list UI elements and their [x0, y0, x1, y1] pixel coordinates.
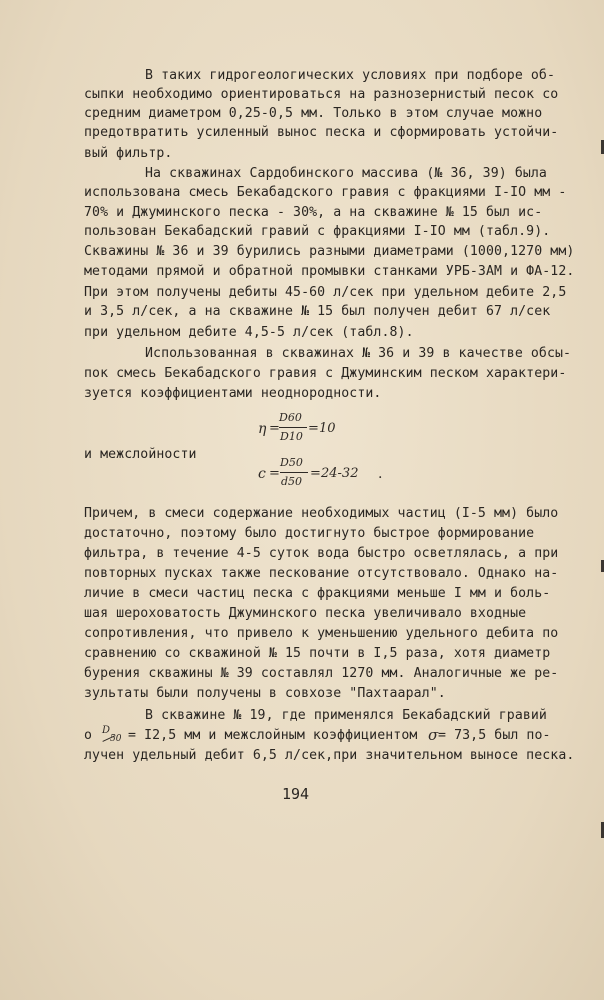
text-line: лучен удельный дебит 6,5 л/сек,при значительном выносе песка. [84, 748, 575, 763]
formula-numerator: D60 [279, 411, 302, 424]
text-line: фильтра, в течение 4-5 суток вода быстро осветлялась, а при [84, 546, 559, 561]
formula-denominator: D10 [280, 430, 303, 443]
formula-symbol: c [258, 466, 266, 482]
text-fragment: = 73,5 был по- [438, 728, 551, 743]
text-line: При этом получены дебиты 45-60 л/сек при удельном дебите 2,5 [84, 285, 567, 300]
formula-heterogeneity: η = D60 D10 = 10 [258, 411, 336, 443]
page-number: 194 [282, 785, 310, 803]
text-line: В скважине № 19, где применялся Бекабадский гравий [145, 708, 547, 723]
text-line: вый фильтр. [84, 146, 173, 161]
text-line: пользован Бекабадский гравий с фракциями I-IO мм (табл.9). [84, 224, 551, 239]
text-fragment: = I2,5 мм и межслойным коэффициентом [128, 728, 418, 743]
inline-symbol-sigma: σ [428, 726, 439, 744]
formula-value: 10 [319, 421, 336, 436]
text-line: сыпки необходимо ориентироваться на разнозернистый песок со [84, 87, 559, 102]
inline-symbol-denominator: 50 [110, 734, 122, 744]
text-line: достаточно, поэтому было достигнуто быстрое формирование [84, 526, 535, 541]
fraction-bar [279, 427, 307, 428]
formula-value: 24-32 [321, 466, 359, 481]
text-line: и 3,5 л/сек, а на скважине № 15 был получен дебит 67 л/сек [84, 304, 551, 319]
text-line: использована смесь Бекабадского гравия с фракциями I-IO мм - [84, 185, 567, 200]
text-line: повторных пусках также пескование отсутствовало. Однако на- [84, 566, 559, 581]
text-line: и межслойности [84, 447, 197, 462]
text-line: средним диаметром 0,25-0,5 мм. Только в этом случае можно [84, 106, 543, 121]
text-line-with-symbols [84, 725, 584, 748]
formula-symbol: η [258, 421, 267, 437]
text-line: сравнению со скважиной № 15 почти в I,5 раза, хотя диаметр [84, 646, 551, 661]
inline-symbol-numerator: D [102, 725, 111, 736]
text-line: при удельном дебите 4,5-5 л/сек (табл.8). [84, 325, 414, 340]
text-line: зуется коэффициентами неоднородности. [84, 386, 382, 401]
formula-numerator: D50 [280, 456, 303, 469]
text-line: Использованная в скважинах № 36 и 39 в качестве обсы- [145, 346, 572, 361]
formula-denominator: d50 [281, 475, 303, 488]
text-line: пок смесь Бекабадского гравия с Джуминским песком характери- [84, 366, 567, 381]
text-fragment: о [84, 728, 93, 743]
text-line: Скважины № 36 и 39 бурились разными диаметрами (1000,1270 мм) [84, 244, 575, 259]
text-line: Причем, в смеси содержание необходимых частиц (I-5 мм) было [84, 506, 559, 521]
text-line: методами прямой и обратной промывки станками УРБ-3АМ и ФА-12. [84, 264, 575, 279]
text-line: предотвратить усиленный вынос песка и сформировать устойчи- [84, 125, 559, 140]
text-line: шая шероховатость Джуминского песка увеличивало входные [84, 606, 527, 621]
text-line: В таких гидрогеологических условиях при подборе об- [145, 68, 556, 83]
text-line: 70% и Джуминского песка - 30%, а на скважине № 15 был ис- [84, 205, 543, 220]
text-line: личие в смеси частиц песка с фракциями меньше I мм и боль- [84, 586, 551, 601]
text-line: сопротивления, что привело к уменьшению удельного дебита по [84, 626, 559, 641]
formula-interlayer: c = D50 d50 = 24-32 . [258, 456, 383, 488]
text-line: бурения скважины № 39 составлял 1270 мм. Аналогичные же ре- [84, 666, 559, 681]
text-line: На скважинах Сардобинского массива (№ 36, 39) была [145, 166, 547, 181]
fraction-bar [280, 472, 308, 473]
text-line: зультаты были получены в совхозе "Пахтаарал". [84, 686, 446, 701]
